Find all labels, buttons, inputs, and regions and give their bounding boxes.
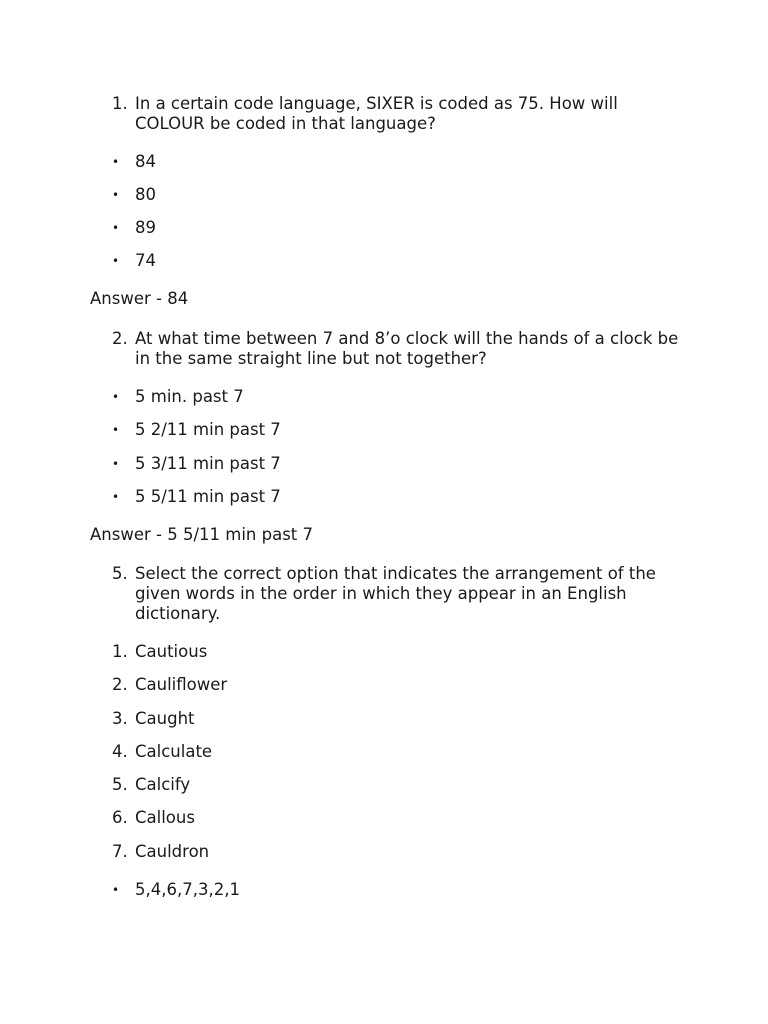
question-text: Select the correct option that indicates the arrangement of the given words in the order in which they appear in an English dictionary.	[135, 564, 656, 623]
word-number: 6.	[112, 808, 128, 827]
option-text: 74	[135, 251, 156, 270]
bullet-icon: •	[112, 423, 120, 437]
word-text: Calculate	[135, 742, 213, 761]
word-text: Callous	[135, 808, 195, 827]
word-number: 5.	[112, 775, 128, 794]
word-item	[112, 842, 209, 862]
option-text: 5 2/11 min past 7	[135, 420, 281, 439]
word-item	[112, 675, 227, 695]
answer-text: Answer - 5 5/11 min past 7	[90, 525, 314, 544]
word-number: 7.	[112, 842, 128, 861]
option-item	[112, 880, 240, 900]
question-number: 2.	[112, 329, 128, 348]
option-item	[112, 251, 156, 271]
question-text: At what time between 7 and 8’o clock will the hands of a clock be in the same straight line but not together?	[135, 329, 679, 368]
word-text: Cauldron	[135, 842, 210, 861]
option-text: 5,4,6,7,3,2,1	[135, 880, 240, 899]
question-number: 5.	[112, 564, 128, 583]
option-item	[112, 454, 281, 474]
answer-text: Answer - 84	[90, 289, 189, 308]
word-item	[112, 642, 207, 662]
bullet-icon: •	[112, 490, 120, 504]
word-item	[112, 775, 190, 795]
word-item	[112, 742, 212, 762]
option-text: 5 min. past 7	[135, 387, 244, 406]
word-number: 2.	[112, 675, 128, 694]
bullet-icon: •	[112, 254, 120, 268]
bullet-icon: •	[112, 883, 120, 897]
option-text: 80	[135, 185, 156, 204]
word-item	[112, 808, 195, 828]
bullet-icon: •	[112, 155, 120, 169]
option-item	[112, 218, 156, 238]
word-number: 3.	[112, 709, 128, 728]
option-text: 84	[135, 152, 156, 171]
question-text: In a certain code language, SIXER is coded as 75. How will COLOUR be coded in that language?	[135, 94, 618, 133]
question-1	[112, 94, 682, 134]
bullet-icon: •	[112, 457, 120, 471]
option-text: 5 5/11 min past 7	[135, 487, 281, 506]
option-item	[112, 152, 156, 172]
option-item	[112, 487, 281, 507]
word-number: 1.	[112, 642, 128, 661]
option-item	[112, 387, 244, 407]
option-item	[112, 185, 156, 205]
bullet-icon: •	[112, 221, 120, 235]
word-text: Cauliflower	[135, 675, 228, 694]
word-item	[112, 709, 195, 729]
word-number: 4.	[112, 742, 128, 761]
option-text: 89	[135, 218, 156, 237]
question-number: 1.	[112, 94, 128, 113]
word-text: Calcify	[135, 775, 191, 794]
bullet-icon: •	[112, 390, 120, 404]
option-text: 5 3/11 min past 7	[135, 454, 281, 473]
option-item	[112, 420, 281, 440]
question-2	[112, 329, 682, 369]
word-text: Caught	[135, 709, 195, 728]
question-5	[112, 564, 682, 624]
word-text: Cautious	[135, 642, 208, 661]
bullet-icon: •	[112, 188, 120, 202]
